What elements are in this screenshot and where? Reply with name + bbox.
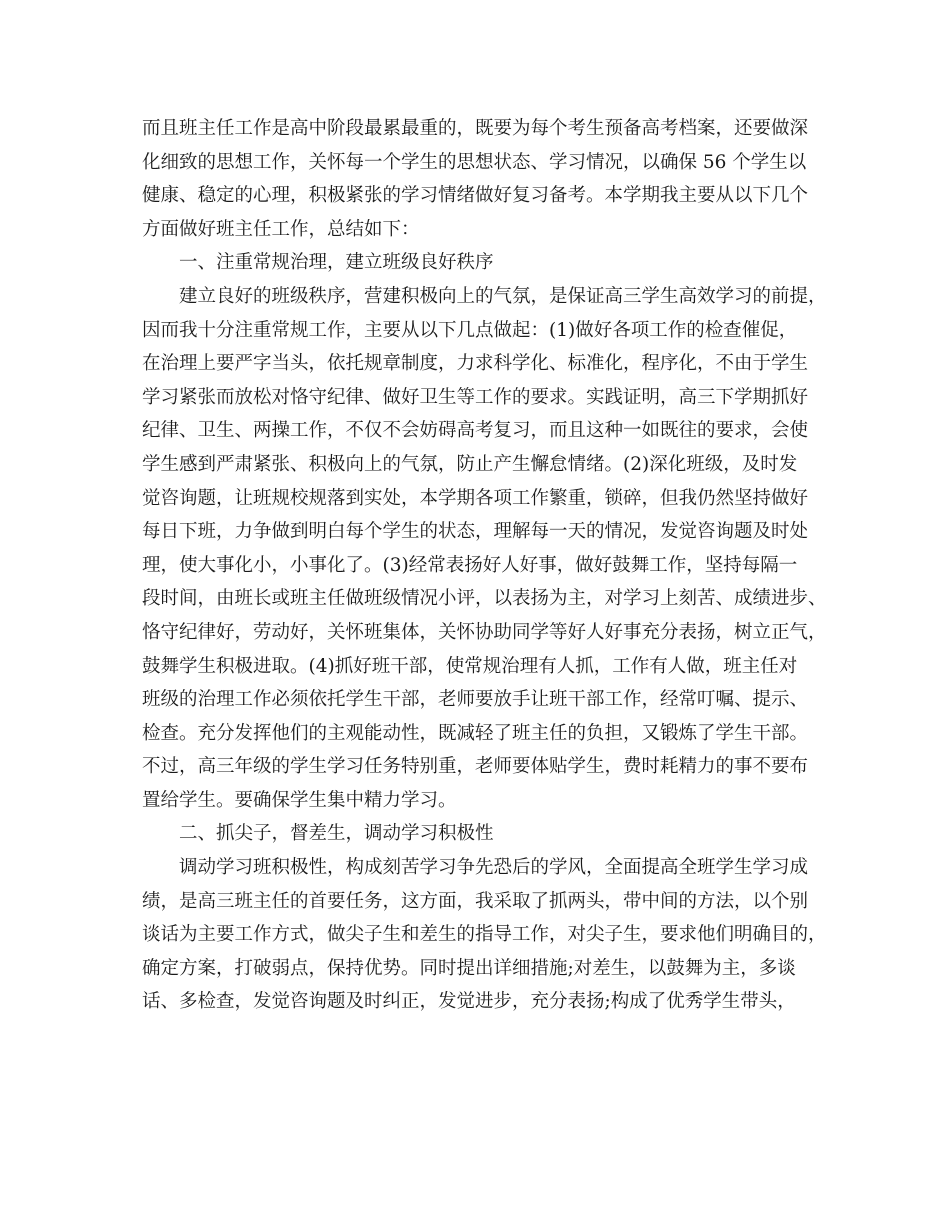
- text-line: 建立良好的班级秩序，营建积极向上的气氛，是保证高三学生高效学习的前提，: [179, 285, 827, 307]
- text-line: 谈话为主要工作方式，做尖子生和差生的指导工作，对尖子生，要求他们明确目的，: [142, 924, 827, 946]
- text-line: 而且班主任工作是高中阶段最累最重的，既要为每个考生预备高考档案，还要做深: [142, 118, 809, 139]
- text-line: 检查。充分发挥他们的主观能动性，既减轻了班主任的负担，又锻炼了学生干部。: [142, 722, 809, 744]
- text-line: 调动学习班积极性，构成刻苦学习争先恐后的学风，全面提高全班学生学习成: [179, 857, 809, 879]
- text-line: 确定方案，打破弱点，保持优势。同时提出详细措施;对差生，以鼓舞为主，多谈: [142, 957, 796, 979]
- text-line: 置给学生。要确保学生集中精力学习。: [142, 789, 457, 811]
- text-line: 方面做好班主任工作，总结如下：: [142, 218, 420, 240]
- text-line: 二、抓尖子，督差生，调动学习积极性: [179, 823, 494, 845]
- text-line: 段时间，由班长或班主任做班级情况小评，以表扬为主，对学习上刻苦、成绩进步、: [142, 588, 827, 610]
- text-line: 班级的治理工作必须依托学生干部，老师要放手让班干部工作，经常叮嘱、提示、: [142, 689, 809, 711]
- text-line: 一、注重常规治理，建立班级良好秩序: [179, 252, 494, 274]
- text-line: 在治理上要严字当头，依托规章制度，力求科学化、标准化，程序化，不由于学生: [142, 353, 809, 375]
- text-line: 恪守纪律好，劳动好，关怀班集体，关怀协助同学等好人好事充分表扬，树立正气，: [142, 621, 827, 643]
- text-line: 不过，高三年级的学生学习任务特别重，老师要体贴学生，费时耗精力的事不要布: [142, 756, 809, 778]
- text-line: 觉咨询题，让班规校规落到实处，本学期各项工作繁重，锁碎，但我仍然坚持做好: [142, 487, 809, 509]
- text-line: 话、多检查，发觉咨询题及时纠正，发觉进步，充分表扬;构成了优秀学生带头，: [142, 991, 796, 1013]
- text-line: 健康、稳定的心理，积极紧张的学习情绪做好复习备考。本学期我主要从以下几个: [142, 185, 809, 207]
- text-line: 每日下班，力争做到明白每个学生的状态，理解每一天的情况，发觉咨询题及时处: [142, 521, 809, 543]
- text-line: 因而我十分注重常规工作，主要从以下几点做起：(1)做好各项工作的检查催促，: [142, 319, 798, 341]
- text-line: 学生感到严肃紧张、积极向上的气氛，防止产生懈怠情绪。(2)深化班级，及时发: [142, 453, 798, 475]
- text-line: 绩，是高三班主任的首要任务，这方面，我采取了抓两头，带中间的方法，以个别: [142, 890, 809, 912]
- text-line: 鼓舞学生积极进取。(4)抓好班干部，使常规治理有人抓，工作有人做，班主任对: [142, 655, 798, 677]
- text-line: 理，使大事化小，小事化了。(3)经常表扬好人好事，做好鼓舞工作，坚持每隔一: [142, 554, 798, 576]
- text-line: 化细致的思想工作，关怀每一个学生的思想状态、学习情况，以确保 56 个学生以: [142, 151, 807, 173]
- text-line: 学习紧张而放松对恪守纪律、做好卫生等工作的要求。实践证明，高三下学期抓好: [142, 386, 809, 408]
- text-line: 纪律、卫生、两操工作，不仅不会妨碍高考复习，而且这种一如既往的要求，会使: [142, 420, 809, 442]
- document-body: [142, 112, 828, 1019]
